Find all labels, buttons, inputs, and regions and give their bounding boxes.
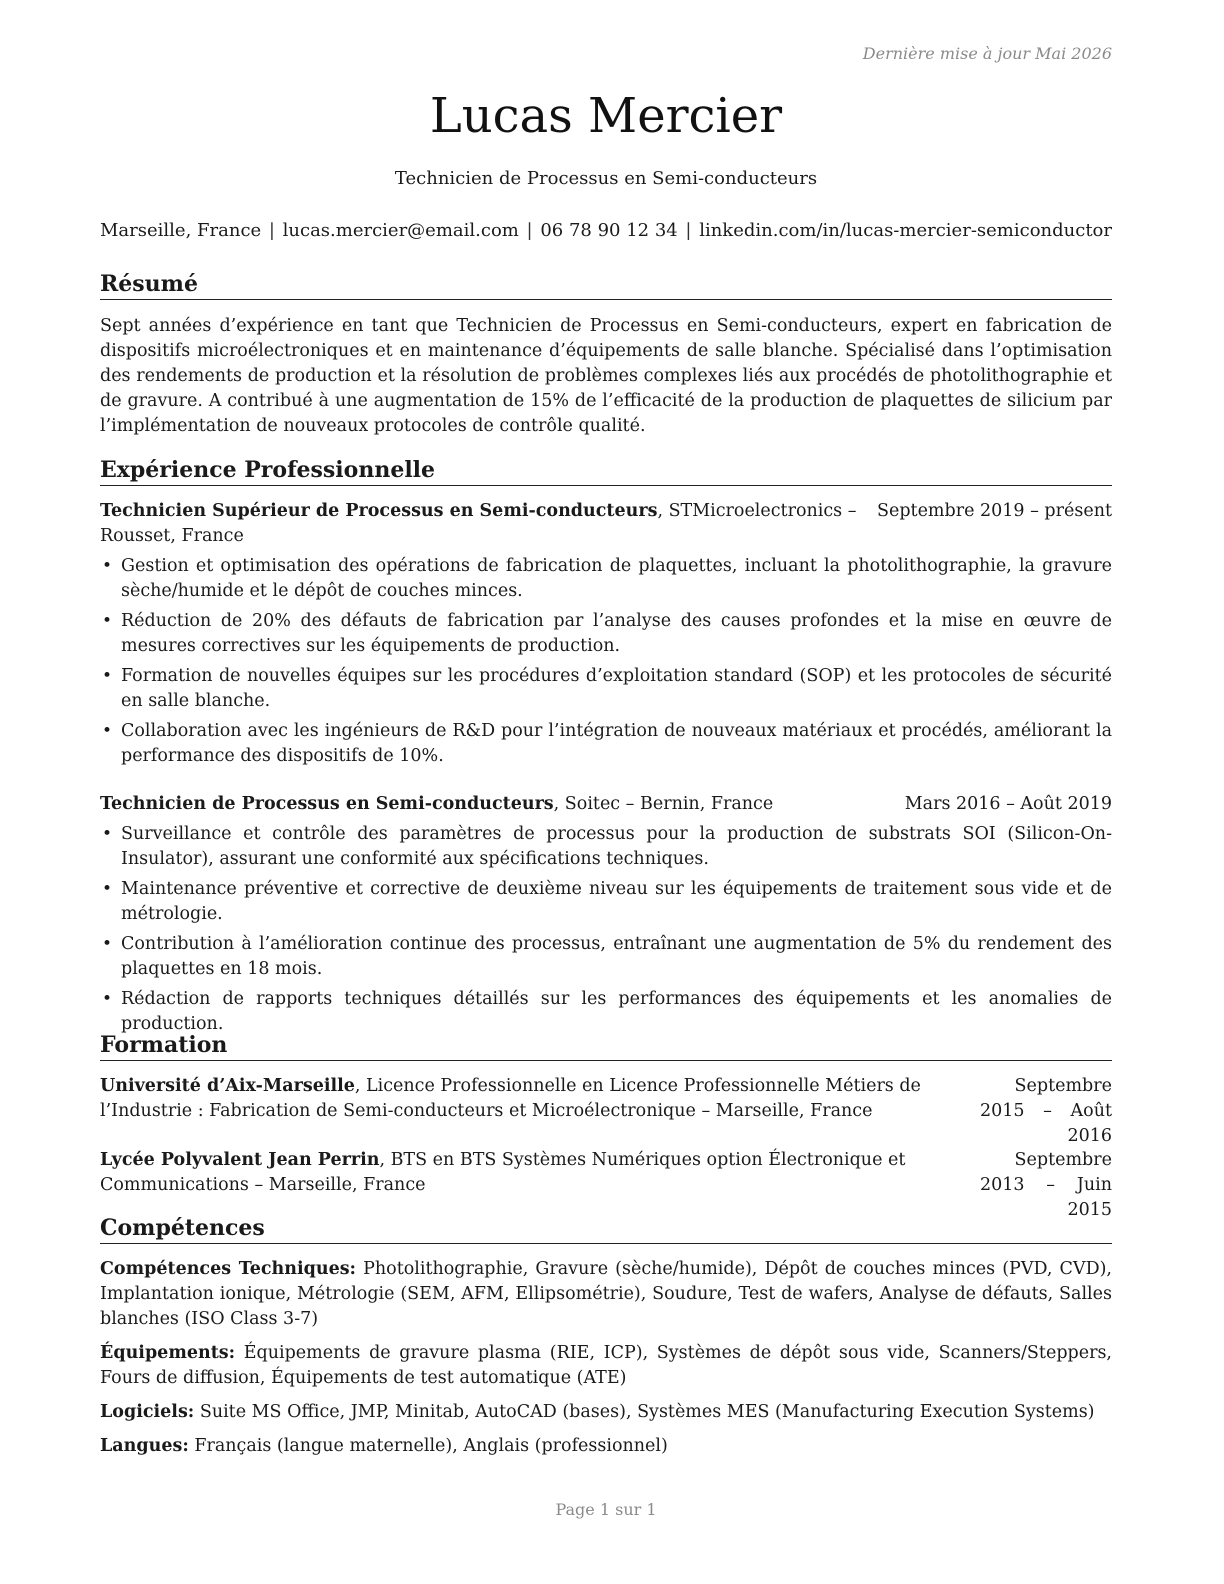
job-company: , Soitec – Bernin, France (553, 794, 774, 814)
skill-text: Photolithographie, Gravure (sèche/humide), Dépôt de couches minces (PVD, CVD), Implantation ionique, Métrologie (SEM, AFM, Ellipsométrie), Soudure, Test de wafers, Analyse de défauts, Salles blanches (ISO Class 3-7) (100, 1259, 1112, 1329)
separator: | (685, 220, 692, 241)
school-name: Lycée Polyvalent Jean Perrin (100, 1150, 380, 1170)
degree-detail: , BTS en BTS Systèmes Numériques option Électronique et Communications – Marseille, France (100, 1150, 906, 1195)
separator: | (268, 220, 275, 241)
list-item: • Gestion et optimisation des opérations de fabrication de plaquettes, incluant la photolithographie, la gravure sèche/humide et le dépôt de couches minces. (102, 556, 1112, 601)
education-dates: Septembre 2013 – Juin 2015 (980, 1150, 1112, 1220)
section-heading-education: Formation (100, 1031, 1112, 1061)
contact-location: Marseille, France (100, 220, 262, 241)
skill-label: Langues: (100, 1436, 189, 1456)
list-item: • Contribution à l’amélioration continue des processus, entraînant une augmentation de 5% du rendement des plaquettes en 18 mois. (102, 934, 1112, 979)
school-name: Université d’Aix-Marseille (100, 1076, 355, 1096)
list-item: • Collaboration avec les ingénieurs de R&D pour l’intégration de nouveaux matériaux et procédés, améliorant la performance des dispositifs de 10%. (102, 721, 1112, 766)
candidate-name: Lucas Mercier (429, 88, 783, 144)
skill-group (100, 1434, 1112, 1459)
job-dates: Septembre 2019 – présent (877, 501, 1112, 521)
skill-group (100, 1257, 1112, 1332)
job-title: Technicien de Processus en Semi-conducteurs (394, 168, 818, 189)
section-heading-experience: Expérience Professionnelle (100, 456, 1112, 486)
page-number: Page 1 sur 1 (555, 1500, 657, 1519)
list-item: • Surveillance et contrôle des paramètres de processus pour la production de substrats SOI (Silicon-On-Insulator), assurant une conformité aux spécifications techniques. (102, 824, 1112, 869)
job-header (100, 499, 1112, 549)
contact-line (100, 219, 1112, 243)
education-dates: Septembre 2015 – Août 2016 (980, 1076, 1112, 1146)
skill-group (100, 1341, 1112, 1391)
degree-detail: , Licence Professionnelle en Licence Professionnelle Métiers de l’Industrie : Fabrication de Semi-conducteurs et Microélectronique – Marseille, France (100, 1076, 921, 1121)
contact-email[interactable]: lucas.mercier@email.com (282, 220, 519, 241)
skill-text: Suite MS Office, JMP, Minitab, AutoCAD (bases), Systèmes MES (Manufacturing Execution Systems) (194, 1402, 1095, 1422)
job-dates: Mars 2016 – Août 2019 (904, 794, 1112, 814)
job-header (100, 792, 1112, 817)
contact-phone: 06 78 90 12 34 (540, 220, 678, 241)
skill-label: Équipements: (100, 1343, 236, 1363)
list-item: • Rédaction de rapports techniques détaillés sur les performances des équipements et les anomalies de production. (102, 989, 1112, 1034)
list-item: • Réduction de 20% des défauts de fabrication par l’analyse des causes profondes et la mise en œuvre de mesures correctives sur les équipements de production. (102, 611, 1112, 656)
list-item: • Maintenance préventive et corrective de deuxième niveau sur les équipements de traitement sous vide et de métrologie. (102, 879, 1112, 924)
resume-page (100, 0, 1112, 1584)
education-item (100, 1074, 1112, 1149)
job-company: , STMicroelectronics – Rousset, France (100, 501, 857, 546)
skill-group (100, 1400, 1112, 1425)
summary-text: Sept années d’expérience en tant que Technicien de Processus en Semi-conducteurs, expert en fabrication de dispositifs microélectroniques et en maintenance d’équipements de salle blanche. Spécialisé dans l’optimisation des rendements de production et la résolution de problèmes complexes liés aux procédés de photolithographie et de gravure. A contribué à une augmentation de 15% de l’efficacité de la production de plaquettes de silicium par l’implémentation de nouveaux protocoles de contrôle qualité. (100, 316, 1112, 436)
section-heading-summary: Résumé (100, 270, 1112, 300)
skill-label: Logiciels: (100, 1402, 195, 1422)
education-item (100, 1148, 1112, 1223)
skill-label: Compétences Techniques: (100, 1259, 357, 1279)
job-bullets (100, 822, 1112, 1042)
section-heading-skills: Compétences (100, 1214, 1112, 1244)
contact-linkedin[interactable]: linkedin.com/in/lucas-mercier-semiconductor (699, 220, 1112, 241)
last-updated: Dernière mise à jour Mai 2026 (862, 44, 1112, 63)
separator: | (526, 220, 533, 241)
job-bullets (100, 554, 1112, 774)
list-item: • Formation de nouvelles équipes sur les procédures d’exploitation standard (SOP) et les protocoles de sécurité en salle blanche. (102, 666, 1112, 711)
job-title: Technicien Supérieur de Processus en Semi-conducteurs (100, 501, 658, 521)
skill-text: Français (langue maternelle), Anglais (professionnel) (188, 1436, 668, 1456)
job-title: Technicien de Processus en Semi-conducteurs (100, 794, 554, 814)
skill-text: Équipements de gravure plasma (RIE, ICP), Systèmes de dépôt sous vide, Scanners/Steppers, Fours de diffusion, Équipements de test automatique (ATE) (100, 1343, 1112, 1388)
